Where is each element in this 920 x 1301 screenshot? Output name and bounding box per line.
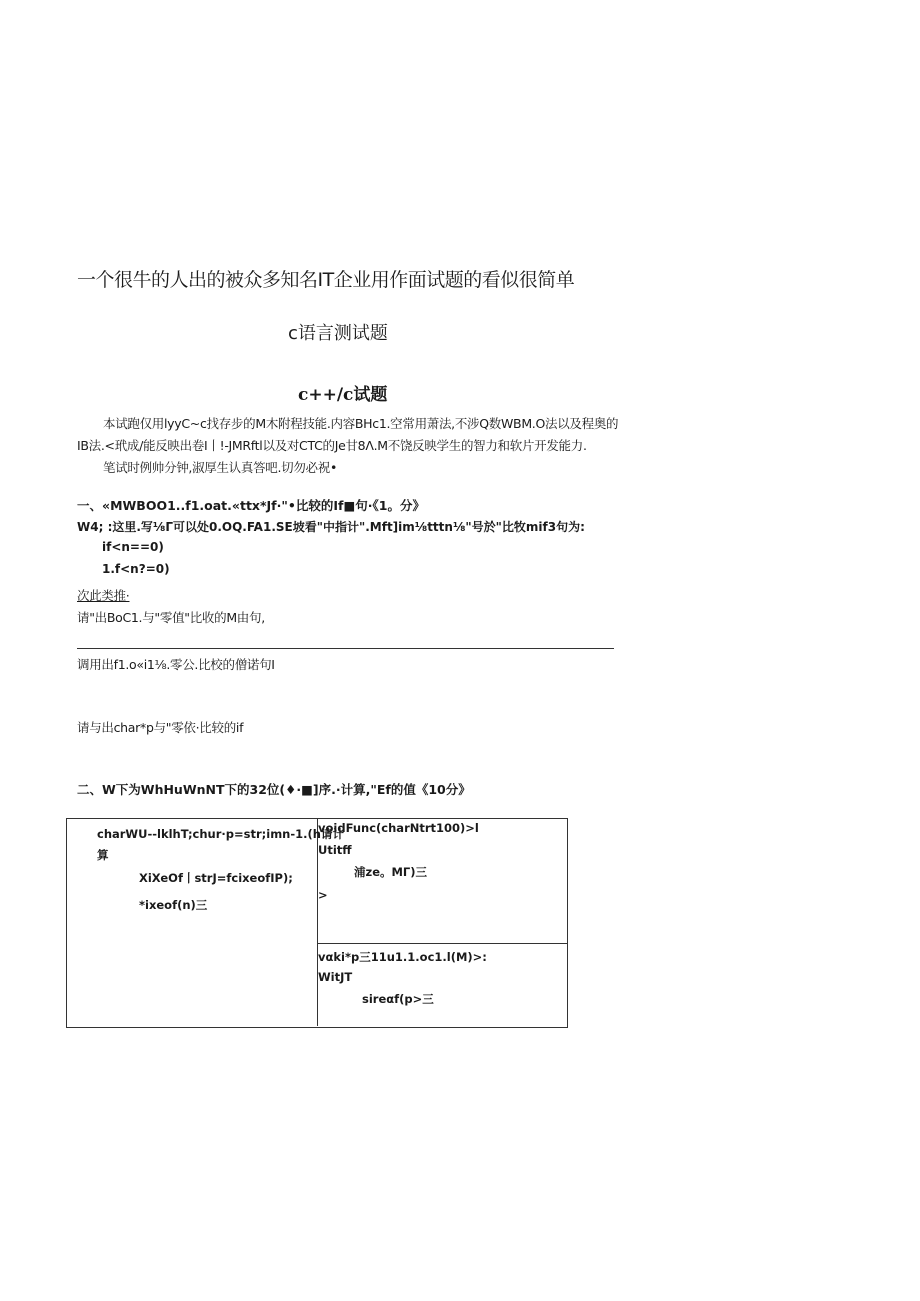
right-top-line-3: 浦ze。ΜΓ)三 — [354, 865, 428, 879]
prompt-bool: 请"出BoC1.与"零值"比收的M由句, — [77, 610, 265, 625]
left-cell-line-1: charWU--lklhT;chur·p=str;imn-1.(h请计 — [97, 827, 344, 841]
intro-line-1: 本试跑仅用lyyC~c找存步的M木附程技能.内容BHc1.空常用萧法,不涉Q数WBM.O法以及程奥的 — [103, 416, 619, 431]
intro-line-2: IB法.<玳成/能反映出卷I丨!-JMRftl以及对CTC的Je甘8Λ.M不饶反映学生的智力和软片开发能力. — [77, 438, 587, 453]
section1-example-line: W4; :这里.写⅛Γ可以处0.OQ.FA1.SE坡看"中指计".Mft]im⅛tttn⅛"号於"比牧mif3句为: — [77, 520, 585, 534]
right-top-line-1: voidFunc(charNtrt100)>l — [318, 821, 479, 835]
prompt-pointer: 请与出char*p与"零依·比较的if — [77, 720, 244, 735]
right-top-line-4: > — [318, 888, 328, 902]
prompt-float: 调用出f1.o«i1⅛.零公.比校的僧诺句I — [77, 657, 275, 672]
code-example-1: if<n==0) — [102, 540, 164, 554]
table-horizontal-divider — [317, 943, 567, 944]
right-bottom-line-3: sireαf(p>三 — [362, 992, 434, 1006]
intro-line-3: 笔试时例帅分钟,淑厚生认真答吧.切勿必祝• — [103, 460, 338, 475]
document-subtitle-2: c++/c试题 — [298, 385, 388, 405]
divider-line — [77, 648, 614, 649]
document-subtitle: c语言测试题 — [288, 323, 388, 344]
analogy-note: 次此类推· — [77, 588, 130, 603]
left-cell-line-4: *ixeof(n)三 — [139, 898, 208, 912]
code-example-2: 1.f<n?=0) — [102, 562, 170, 576]
right-top-line-2: Utitff — [318, 843, 352, 857]
section2-heading: 二、W下为WhHuWnNT下的32位(♦·■]序.·计算,"Ef的值《10分》 — [77, 782, 471, 797]
section1-heading: 一、«MWBOO1..f1.oat.«ttx*Jf·"•比较的If■句·《1。分》 — [77, 498, 425, 513]
right-bottom-line-1: vαki*p三11u1.1.oc1.l(M)>: — [318, 950, 487, 964]
document-main-title: 一个很牛的人出的被众多知名IT企业用作面试题的看似很简单 — [77, 269, 575, 291]
left-cell-line-3: XiXeOf丨strJ=fcixeofIP); — [139, 871, 293, 885]
left-cell-line-2: 算 — [97, 848, 109, 862]
right-bottom-line-2: WitJT — [318, 970, 353, 984]
